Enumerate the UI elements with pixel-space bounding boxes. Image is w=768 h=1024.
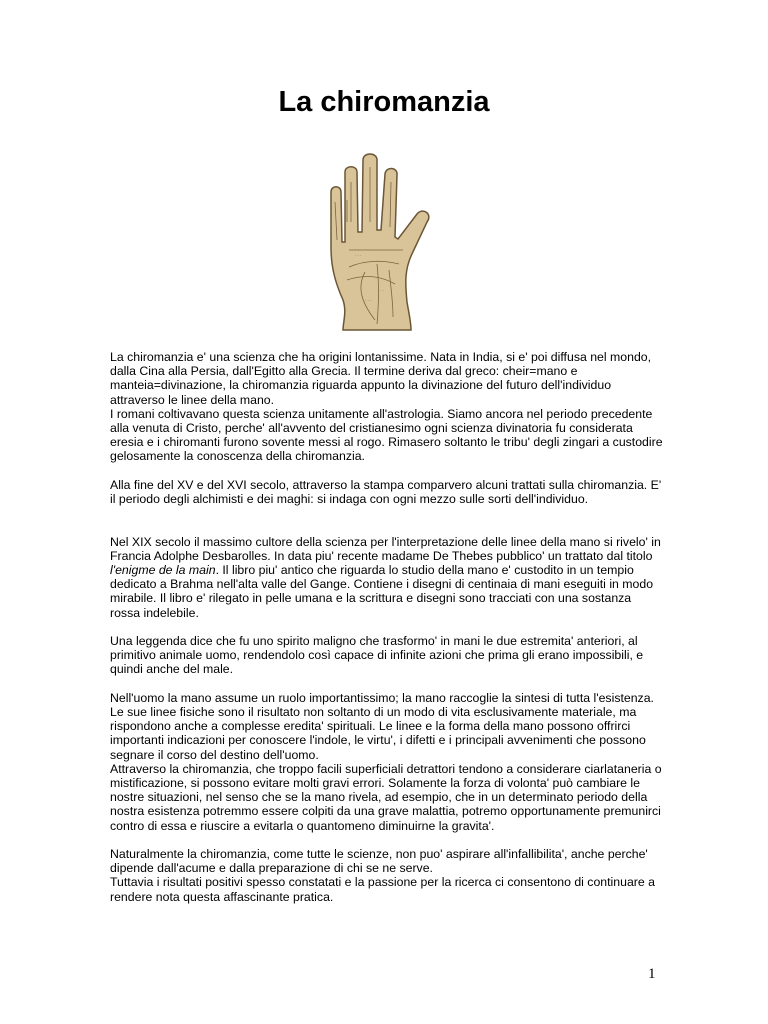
paragraph-xv-century: Alla fine del XV e del XVI secolo, attraverso la stampa comparvero alcuni trattati sulla chiromanzia. E' il periodo degli alchimisti e dei maghi: si indaga con ogni mezzo sulle sorti dell'individuo.: [110, 477, 662, 507]
page-number: 1: [648, 966, 656, 982]
book-title-italic: l'enigme de la main: [110, 563, 216, 577]
paragraph-origins: La chiromanzia e' una scienza che ha origini lontanissime. Nata in India, si e' poi diffusa nel mondo, dalla Cina alla Persia, dall'Egitto alla Grecia. Il termine deriva dal greco: cheir=mano e manteia=divinazione, la chiromanzia riguarda appunto la divinazione del futuro dell'individuo attraverso le linee della mano. I romani coltivavano questa scienza unitamente all'astrologia. Siamo ancora nel periodo precedente alla venuta di Cristo, perche' all'avvento del cristianesimo ogni scienza divinatoria fu considerata eresia e i chiromanti furono sovente messi al rogo. Rimasero soltanto le tribu' degli zingari a custodire gelosamente la conoscenza della chiromanzia.: [110, 350, 663, 464]
svg-text:· · ·: · · ·: [365, 298, 372, 303]
svg-text:· · ·: · · ·: [355, 253, 362, 258]
paragraph-legend: Una leggenda dice che fu uno spirito maligno che trasformo' in mani le due estremita' anteriori, al primitivo animale uomo, rendendolo così capace di infinite azioni che prima gli erano impossibili, e quindi anche del male.: [110, 634, 644, 677]
paragraph-importance: Nell'uomo la mano assume un ruolo importantissimo; la mano raccoglie la sintesi di tutta l'esistenza. Le sue linee fisiche sono il risultato non soltanto di un modo di vita esclusivamente materiale, ma rispondono anche a complesse eredita' spirituali. Le linee e la forma della mano possono offrirci importanti indicazioni per conoscere l'indole, le virtu', i difetti e i principali avvenimenti che possono segnare il corso del destino dell'uomo. Attraverso la chiromanzia, che troppo facili superficiali detrattori tendono a considerare ciarlataneria o mistificazione, si possono evitare molti gravi errori. Solamente la forza di volonta' può cambiare le nostre situazioni, nel senso che se la mano rivela, ad esempio, che in un determinato periodo della nostra esistenza potremmo essere colpiti da una grave malattia, potremo opportunamente premunirci contro di essa e riuscire a evitarla o quantomeno diminuirne la gravita'.: [110, 690, 662, 833]
svg-text:· ·: · ·: [380, 288, 384, 293]
paragraph-conclusion: Naturalmente la chiromanzia, come tutte le scienze, non puo' aspirare all'infallibilita', anche perche' dipende dall'acume e dalla preparazione di chi se ne serve. Tuttavia i risultati positivi spesso constatati e la passione per la ricerca ci consentono di continuare a rendere nota questa affascinante pratica.: [110, 847, 655, 904]
page-title: La chiromanzia: [278, 86, 490, 118]
paragraph-xix-century: Nel XIX secolo il massimo cultore della scienza per l'interpretazione delle linee della mano si rivelo' in Francia Adolphe Desbarolles. In data piu' recente madame De Thebes pubblico' un trattato dal titolo l'enigme de la main. Il libro piu' antico che riguarda lo studio della mano e' custodito in un tempio dedicato a Brahma nell'alta valle del Gange. Contiene i disegni di centinaia di mani eseguiti in modo mirabile. Il libro e' rilegato in pelle umana e la scrittura e disegni sono tracciati con una sostanza rossa indelebile.: [110, 534, 661, 620]
palm-chart-hand-icon: [325, 152, 445, 334]
article-body: [110, 350, 710, 904]
